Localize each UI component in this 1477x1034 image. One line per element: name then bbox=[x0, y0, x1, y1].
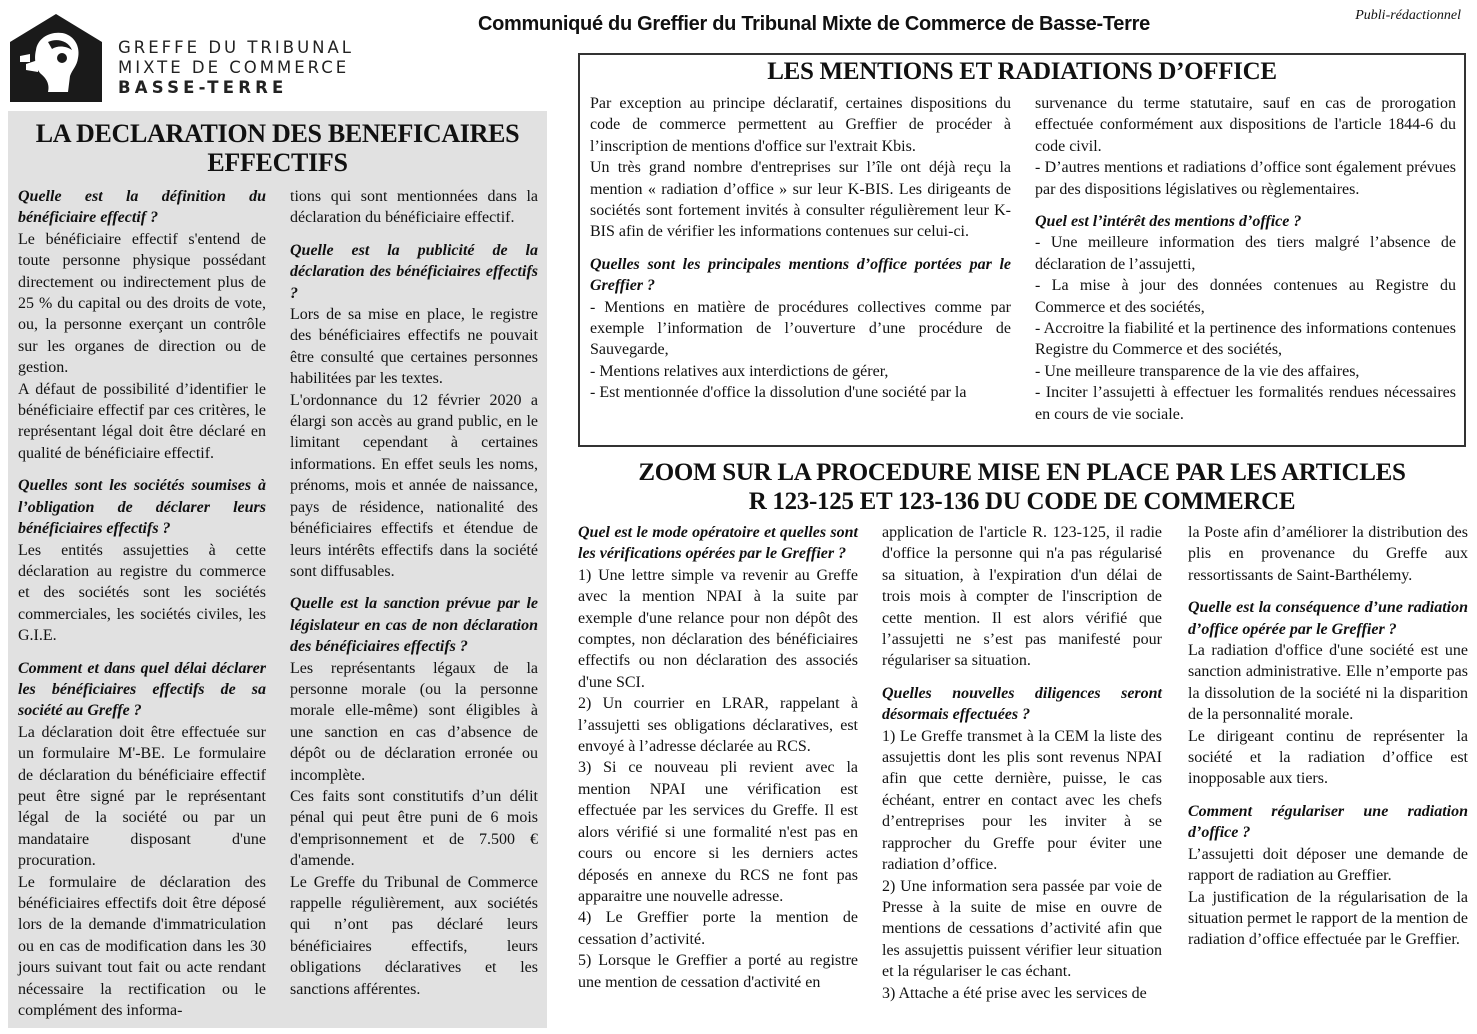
paragraph: 2) Un courrier en LRAR, rappelant à l’assujetti ses obligations déclaratives, est envoyé à l’adresse déclarée au RCS. bbox=[578, 695, 858, 756]
paragraph: Les représentants légaux de la personne morale (ou la personne morale elle-même) sont éligibles à une sanction en cas d’absence de dépôt ou de déclaration erronée ou incomplète. bbox=[290, 659, 538, 784]
beneficiaires-title bbox=[8, 119, 547, 177]
beneficiaires-column-2 bbox=[290, 186, 538, 1000]
question-heading: Quelles sont les sociétés soumises à l’obligation de déclarer leurs bénéficiaires effectifs ? bbox=[18, 477, 266, 538]
paragraph: - La mise à jour des données contenues au Registre du Commerce et des sociétés, bbox=[1035, 277, 1456, 316]
paragraph: La déclaration doit être effectuée sur un formulaire M'-BE. Le formulaire de déclaration du bénéficiaire effectif peut être signé par le représentant légal de la société ou par un mandataire disposant d'une procuration. bbox=[18, 723, 266, 870]
paragraph: - Accroitre la fiabilité et la pertinence des informations contenues Registre du Commerce et des sociétés, bbox=[1035, 320, 1456, 359]
mentions-column-2 bbox=[1035, 93, 1456, 425]
paragraph: 2) Une information sera passée par voie de Presse à la suite de mise en ouvre de mentions de cessations d’activité afin que les assujettis puissent vérifier leur situation et la régulariser le cas échant. bbox=[882, 877, 1162, 981]
paragraph-gap bbox=[1188, 790, 1468, 801]
paragraph: L’assujetti doit déposer une demande de rapport de radiation au Greffier. bbox=[1188, 845, 1468, 885]
paragraph: Le Greffe du Tribunal de Commerce rappelle régulièrement, aux sociétés qui n’ont pas déclaré leurs bénéficiaires effectifs, leurs obligations déclaratives et les sanctions afférentes. bbox=[290, 873, 538, 998]
question-heading: Quelle est la conséquence d’une radiation d’office opérée par le Greffier ? bbox=[1188, 599, 1468, 638]
question-heading: Quelle est la sanction prévue par le législateur en cas de non déclaration des bénéficiaires effectifs ? bbox=[290, 595, 538, 656]
question-heading: Quel est l’intérêt des mentions d’office ? bbox=[1035, 213, 1302, 231]
question-heading: Quelles sont les principales mentions d’office portées par le Greffier ? bbox=[590, 255, 1011, 295]
paragraph-gap bbox=[18, 647, 266, 658]
paragraph: L'ordonnance du 12 février 2020 a élargi son accès au grand public, en le limitant cependant à certaines informations. En effet seuls les noms, prénoms, mois et année de naissance, pays de résidence, nationalité des bénéficiaires effectifs et étendue de leurs intérêts effectifs dans la société sont diffusables. bbox=[290, 391, 538, 580]
paragraph: - Est mentionnée d'office la dissolution d'une société par la bbox=[590, 384, 967, 402]
logo-line-2: MIXTE DE COMMERCE bbox=[118, 58, 350, 77]
paragraph-gap bbox=[590, 243, 1011, 254]
paragraph: tions qui sont mentionnées dans la déclaration du bénéficiaire effectif. bbox=[290, 188, 538, 227]
paragraph: Ces faits sont constitutifs d’un délit pénal qui peut être puni de 6 mois d'emprisonnement et de 7.500 € d'amende. bbox=[290, 787, 538, 870]
paragraph: Le bénéficiaire effectif s'entend de toute personne physique possédant directement ou indirectement plus de 25 % du capital ou des droits de vote, ou, la personne exerçant un contrôle sur les organes de direction ou de gestion. bbox=[18, 230, 266, 377]
paragraph: Le formulaire de déclaration des bénéficiaires effectifs doit être déposé lors de la demande d'immatriculation ou en cas de modification dans les 30 jours suivant tout fait ou acte rendant nécessaire la rectification ou le complément des informa- bbox=[18, 873, 266, 1020]
question-heading: Quelles nouvelles diligences seront désormais effectuées ? bbox=[882, 684, 1162, 724]
question-heading: Quelle est la publicité de la déclaration des bénéficiaires effectifs ? bbox=[290, 241, 538, 302]
zoom-column-3 bbox=[1188, 522, 1468, 951]
question-heading: Comment régulariser une radiation d’office ? bbox=[1188, 802, 1468, 842]
page-title: Communiqué du Greffier du Tribunal Mixte de Commerce de Basse-Terre bbox=[478, 13, 1150, 35]
paragraph: - Mentions en matière de procédures collectives comme par exemple l’information de l’ouverture d’une procédure de Sauvegarde, bbox=[590, 298, 1011, 359]
paragraph: - D’autres mentions et radiations d’office sont également prévues par des dispositions législatives ou règlementaires. bbox=[1035, 159, 1456, 198]
paragraph: Les entités assujetties à cette déclaration au registre du commerce et des sociétés sont les sociétés commerciales, les sociétés civiles, les G.I.E. bbox=[18, 541, 266, 645]
paragraph: Par exception au principe déclaratif, certaines dispositions du code de commerce permettent au Greffier de procéder à l’inscription de mentions d'office sur l'extrait Kbis. bbox=[590, 95, 1011, 155]
zoom-title-line-2: R 123-125 ET 123-136 DU CODE DE COMMERCE bbox=[748, 488, 1296, 515]
logo-text bbox=[118, 38, 354, 98]
mentions-box bbox=[578, 53, 1466, 447]
paragraph: 1) Une lettre simple va revenir au Greffe avec la mention NPAI à la suite par exemple d'une relance pour non dépôt des comptes, non déclaration des bénéficiaires effectifs ou non déclaration des associés d'une SCI. bbox=[578, 566, 858, 691]
mentions-column-1 bbox=[590, 93, 1011, 404]
zoom-title bbox=[578, 458, 1466, 516]
paragraph: survenance du terme statutaire, sauf en cas de prorogation effectuée conformément aux dispositions de l'article 1844-6 du code civil. bbox=[1035, 95, 1456, 155]
paragraph: - Inciter l’assujetti à effectuer les formalités rendues nécessaires en cours de vie sociale. bbox=[1035, 384, 1456, 423]
zoom-title-line-1: ZOOM SUR LA PROCEDURE MISE EN PLACE PAR LES ARTICLES bbox=[638, 459, 1406, 486]
paragraph: Le dirigeant continu de représenter la société et la radiation d’office est inopposable aux tiers. bbox=[1188, 727, 1468, 788]
paragraph: 1) Le Greffe transmet à la CEM la liste des assujettis dont les plis sont revenus NPAI afin que cette dernière, puisse, le cas échéant, entrer en contact avec les chefs d’entreprises pour les inviter à se rapprocher du Greffe pour éviter une radiation d’office. bbox=[882, 727, 1162, 874]
paragraph-gap bbox=[290, 582, 538, 593]
paragraph: La justification de la régularisation de la situation permet le rapport de la mention de radiation d’office effectuée par le Greffier. bbox=[1188, 888, 1468, 949]
paragraph: - Mentions relatives aux interdictions de gérer, bbox=[590, 362, 889, 380]
beneficiaires-panel bbox=[8, 111, 547, 1028]
beneficiaires-title-line-1: LA DECLARATION DES BENEFICAIRES bbox=[35, 119, 520, 148]
paragraph-gap bbox=[290, 229, 538, 240]
greffe-logo-icon bbox=[8, 12, 104, 104]
paragraph: 3) Si ce nouveau pli revient avec la mention NPAI une vérification est effectuée par les services du Greffe. Il est alors vérifié si une formalité n'est pas en cours ou encore si les derniers actes déposés en annexe du RCS ne font pas apparaitre une nouvelle adresse. bbox=[578, 759, 858, 905]
question-heading: Comment et dans quel délai déclarer les bénéficiaires effectifs de sa société au Greffe ? bbox=[18, 659, 266, 720]
paragraph: - Une meilleure transparence de la vie des affaires, bbox=[1035, 362, 1360, 380]
paragraph-gap bbox=[18, 464, 266, 475]
beneficiaires-title-line-2: EFFECTIFS bbox=[207, 148, 348, 177]
paragraph-gap bbox=[1188, 586, 1468, 597]
zoom-column-1 bbox=[578, 522, 858, 993]
zoom-column-2 bbox=[882, 522, 1162, 1004]
logo-line-1: GREFFE DU TRIBUNAL bbox=[118, 38, 354, 57]
beneficiaires-column-1 bbox=[18, 186, 266, 1021]
paragraph: - Une meilleure information des tiers malgré l’absence de déclaration de l’assujetti, bbox=[1035, 234, 1456, 273]
paragraph: 3) Attache a été prise avec les services de bbox=[882, 984, 1147, 1002]
paragraph: A défaut de possibilité d’identifier le bénéficiaire effectif par ces critères, le représentant légal doit être déclaré en qualité de bénéficiaire effectif. bbox=[18, 380, 266, 462]
paragraph-gap bbox=[882, 672, 1162, 683]
paragraph: 5) Lorsque le Greffier a porté au registre une mention de cessation d'activité en bbox=[578, 952, 858, 991]
logo-line-3: BASSE-TERRE bbox=[118, 78, 288, 97]
paragraph: 4) Le Greffier porte la mention de cessation d’activité. bbox=[578, 909, 858, 948]
question-heading: Quelle est la définition du bénéficiaire effectif ? bbox=[18, 188, 266, 227]
mentions-title: LES MENTIONS ET RADIATIONS D’OFFICE bbox=[767, 58, 1277, 85]
paragraph-gap bbox=[1035, 200, 1456, 211]
paragraph: La radiation d'office d'une société est une sanction administrative. Elle n’emporte pas la dissolution de la société ni la disparition de la personnalité morale. bbox=[1188, 642, 1468, 724]
paragraph: application de l'article R. 123-125, il radie d'office la personne qui n'a pas régularisé sa situation, à l'expiration d'un délai de trois mois à compter de l'inscription de cette mention. Il est alors vérifié que l’assujetti ne s’est pas manifesté pour régulariser sa situation. bbox=[882, 524, 1162, 670]
paragraph: la Poste afin d’améliorer la distribution des plis en provenance du Greffe aux ressortissants de Saint-Barthélemy. bbox=[1188, 524, 1468, 584]
paragraph: Un très grand nombre d'entreprises sur l’île ont déjà reçu la mention « radiation d’office » sur leur K-BIS. Les dirigeants de sociétés sont fortement invités à consulter régulièrement leur K-BIS afin de vérifier les informations contenues sur celui-ci. bbox=[590, 159, 1011, 241]
paragraph: Lors de sa mise en place, le registre des bénéficiaires effectifs ne pouvait être consulté que certaines personnes habilitées par les textes. bbox=[290, 306, 538, 388]
publi-tag: Publi-rédactionnel bbox=[1355, 8, 1461, 23]
question-heading: Quel est le mode opératoire et quelles sont les vérifications opérées par le Greffier ? bbox=[578, 524, 858, 563]
